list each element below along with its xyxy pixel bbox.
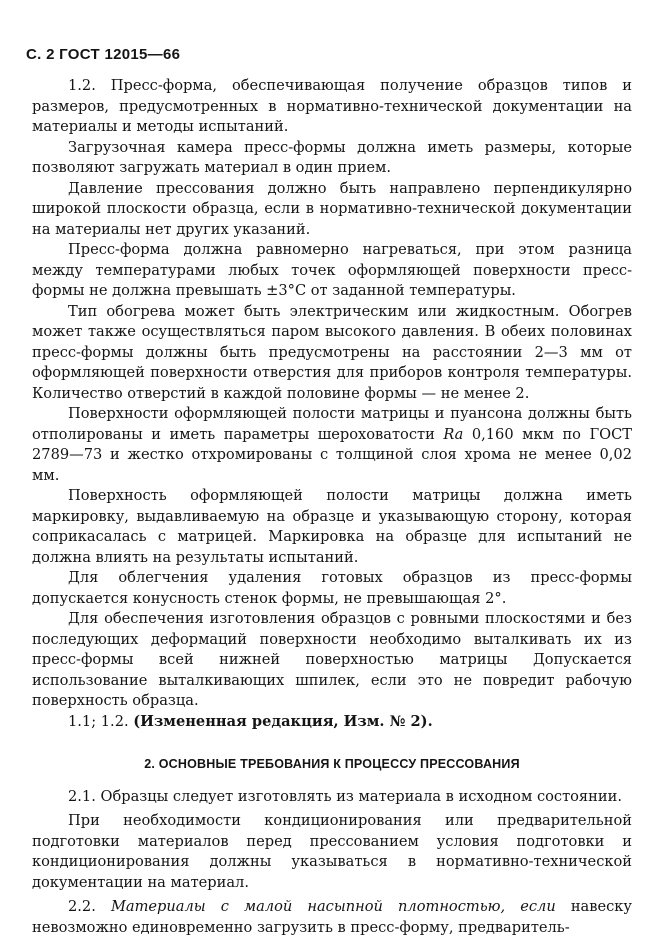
paragraph-ejection: Для обеспечения изготовления образцов с ровными плоскостями и без последующих деформаций поверхности необходимо выталкивать их из пресс-формы всей нижней поверхностью матрицы Допускается использование выталкивающих шпилек, если это не повредит рабочую поверхность образца. bbox=[32, 610, 632, 709]
roughness-text-b: 0,160 мкм по ГОСТ 2789—73 и жестко отхромированы с толщиной слоя хрома не менее 0,02 мм. bbox=[32, 425, 632, 484]
amendment-note: (Измененная редакция, Изм. № 2). bbox=[133, 712, 433, 730]
paragraph-heating-type: Тип обогрева может быть электрическим или жидкостным. Обогрев может также осуществляться паром высокого давления. В обеих половинах пресс-формы должны быть предусмотрены на расстоянии 2—3 мм от оформляющей поверхности отверстия для приборов контроля температуры. Количество отверстий в каждой половине формы — не менее 2. bbox=[32, 302, 632, 402]
paragraph-conditioning: При необходимости кондиционирования или предварительной подготовки материалов перед прессованием условия подготовки и кондиционирования должны указываться в нормативно-технической документации на материал. bbox=[32, 812, 632, 891]
amendment-ref: 1.1; 1.2. bbox=[68, 712, 134, 730]
paragraph-heating: Пресс-форма должна равномерно нагреваться, при этом разница между температурами любых точек оформляющей поверхности пресс-формы не должна превышать ±3°С от заданной температуры. bbox=[32, 241, 632, 299]
paragraph-2-2 bbox=[32, 897, 632, 938]
paragraph-2-2-number: 2.2. bbox=[68, 898, 111, 915]
section-2-title: 2. ОСНОВНЫЕ ТРЕБОВАНИЯ К ПРОЦЕССУ ПРЕССОВАНИЯ bbox=[144, 757, 520, 771]
roughness-symbol: Ra bbox=[443, 425, 464, 443]
paragraph-1-2: 1.2. Пресс-форма, обеспечивающая получение образцов типов и размеров, предусмотренных в нормативно-технической документации на материалы и методы испытаний. bbox=[32, 77, 632, 135]
paragraph-2-2-rest: навеску невозможно единовременно загрузить в пресс-форму, предваритель- bbox=[32, 898, 632, 936]
paragraph-amendment bbox=[32, 712, 632, 733]
paragraph-marking: Поверхность оформляющей полости матрицы должна иметь маркировку, выдавливаемую на образце и указывающую сторону, которая соприкасалась с матрицей. Маркировка на образце для испытаний не должна влиять на результаты испытаний. bbox=[32, 487, 632, 566]
paragraph-loading-chamber: Загрузочная камера пресс-формы должна иметь размеры, которые позволяют загружать материал в один прием. bbox=[32, 138, 632, 176]
paragraph-taper: Для облегчения удаления готовых образцов из пресс-формы допускается конусность стенок формы, не превышающая 2°. bbox=[32, 569, 632, 607]
page-header: С. 2 ГОСТ 12015—66 bbox=[26, 46, 181, 63]
paragraph-2-2-italic: Материалы с малой насыпной плотностью, если bbox=[110, 898, 556, 915]
roughness-text-a: Поверхности оформляющей полости матрицы и пуансона должны быть отполированы и иметь параметры шероховатости bbox=[32, 405, 632, 443]
paragraph-pressure-direction: Давление прессования должно быть направлено перпендикулярно широкой плоскости образца, если в нормативно-технической документации на материалы нет других указаний. bbox=[32, 179, 632, 238]
paragraph-2-1: 2.1. Образцы следует изготовлять из материала в исходном состоянии. bbox=[68, 787, 622, 805]
document-body bbox=[32, 76, 632, 938]
paragraph-surface-roughness bbox=[32, 404, 632, 486]
